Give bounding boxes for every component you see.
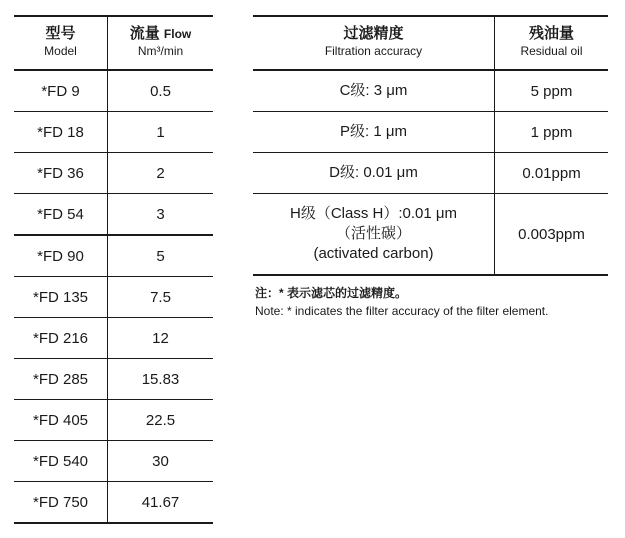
model-cell: *FD 750 <box>14 482 108 522</box>
flow-cell: 22.5 <box>145 411 176 429</box>
table-row <box>14 71 213 111</box>
table-row <box>14 399 213 440</box>
accuracy-cell <box>253 194 495 274</box>
accuracy-line: （活性碳） <box>335 225 411 242</box>
flow-cell: 0.5 <box>150 82 171 100</box>
accuracy-line: H级（Class H）:0.01 μm <box>289 205 457 222</box>
flow-header-zh: 流量 <box>129 25 160 42</box>
flow-cell: 15.83 <box>141 370 180 388</box>
model-cell: *FD 9 <box>14 71 108 111</box>
model-cell: *FD 90 <box>14 236 108 276</box>
flow-header-cell <box>108 17 213 69</box>
oil-cell: 0.003ppm <box>518 225 585 243</box>
table-row <box>14 481 213 522</box>
oil-header-en: Residual oil <box>520 44 583 58</box>
model-flow-table <box>14 15 213 524</box>
flow-cell: 1 <box>156 123 165 141</box>
model-flow-header <box>14 17 213 71</box>
table-row <box>14 276 213 317</box>
model-cell: *FD 405 <box>14 400 108 440</box>
table-row <box>14 234 213 276</box>
note-zh: 注：* 表示滤芯的过滤精度。 <box>255 286 408 300</box>
model-cell: *FD 216 <box>14 318 108 358</box>
model-header-en: Model <box>44 44 77 58</box>
model-cell: *FD 135 <box>14 277 108 317</box>
table-row <box>14 440 213 481</box>
table-row <box>14 111 213 152</box>
table-row <box>14 193 213 234</box>
flow-cell: 41.67 <box>141 493 180 511</box>
accuracy-cell: D级: 0.01 μm <box>253 153 495 193</box>
table-row <box>253 152 608 193</box>
flow-cell: 30 <box>152 452 169 470</box>
accuracy-oil-table <box>253 15 608 276</box>
oil-header-cell <box>495 17 608 69</box>
model-cell: *FD 18 <box>14 112 108 152</box>
flow-cell: 7.5 <box>150 288 171 306</box>
accuracy-header-cell <box>253 17 495 69</box>
accuracy-header-zh: 过滤精度 <box>343 25 404 42</box>
oil-cell: 0.01ppm <box>522 164 581 182</box>
model-cell: *FD 54 <box>14 194 108 234</box>
table-row <box>253 71 608 111</box>
accuracy-line: (activated carbon) <box>313 245 434 262</box>
model-cell: *FD 285 <box>14 359 108 399</box>
model-header-zh: 型号 <box>45 25 76 42</box>
table-row <box>14 358 213 399</box>
table-row <box>14 152 213 193</box>
table-row <box>14 317 213 358</box>
flow-header-en: Flow <box>163 27 192 41</box>
table-row <box>253 193 608 274</box>
model-cell: *FD 36 <box>14 153 108 193</box>
flow-cell: 2 <box>156 164 165 182</box>
accuracy-cell: C级: 3 μm <box>253 71 495 111</box>
flow-cell: 5 <box>156 247 165 265</box>
accuracy-oil-header <box>253 17 608 71</box>
oil-cell: 1 ppm <box>530 123 573 141</box>
model-header-cell <box>14 17 108 69</box>
table-row <box>253 111 608 152</box>
note-en: Note: * indicates the filter accuracy of the filter element. <box>255 304 549 318</box>
flow-header-unit: Nm³/min <box>137 44 184 58</box>
accuracy-cell: P级: 1 μm <box>253 112 495 152</box>
flow-cell: 12 <box>152 329 169 347</box>
flow-cell: 3 <box>156 205 165 223</box>
model-cell: *FD 540 <box>14 441 108 481</box>
oil-cell: 5 ppm <box>530 82 573 100</box>
oil-header-zh: 残油量 <box>528 25 574 42</box>
accuracy-header-en: Filtration accuracy <box>324 44 423 58</box>
